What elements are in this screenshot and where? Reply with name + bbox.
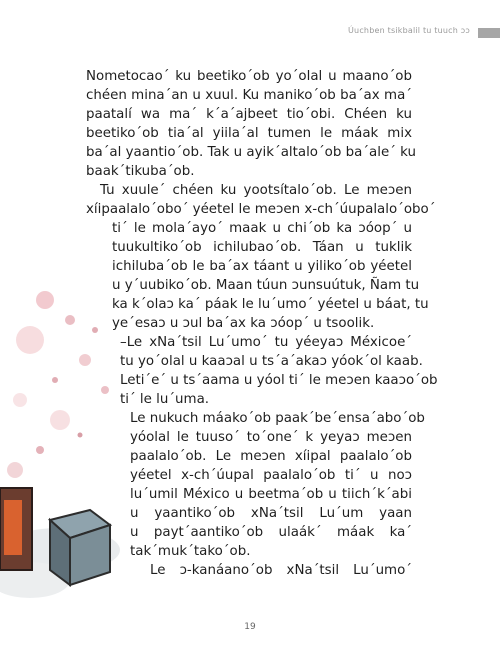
text-line: paalalo´ob. Le meɔen xíipal paalalo´ob bbox=[130, 449, 412, 464]
text-line: tu yo´olal u kaaɔal u ts´a´akaɔ yóok´ol kaab. bbox=[120, 354, 423, 369]
text-line: chéen mina´an u xuul. Ku maniko´ob ba´ax ma´ bbox=[86, 88, 412, 103]
text-line: Le ɔ-kanáano´ob xNa´tsil Lu´umo´ bbox=[150, 563, 412, 578]
text-line: Nometocao´ ku beetiko´ob yo´olal u maano´ob bbox=[86, 69, 412, 84]
text-line: lu´umil México u beetma´ob u tiich´k´abi bbox=[130, 487, 412, 502]
text-line: u yaantiko´ob xNa´tsil Lu´um yaan bbox=[130, 506, 412, 521]
text-line: ka k´olaɔ ka´ páak le lu´umo´ yéetel u báat, tu bbox=[112, 297, 429, 312]
text-line: u payt´aantiko´ob ulaák´ máak ka´ bbox=[130, 525, 412, 540]
text-line: Leti´e´ u ts´aama u yóol ti´ le meɔen kaaɔo´ob bbox=[120, 373, 438, 388]
text-line: –Le xNa´tsil Lu´umo´ tu yéeyaɔ Méxicoe´ bbox=[120, 335, 412, 350]
text-line: yóolal le tuuso´ to´one´ k yeyaɔ meɔen bbox=[130, 430, 412, 445]
page-number: 19 bbox=[244, 622, 256, 632]
running-head: Úuchben tsikbalil tu tuuch ɔɔ bbox=[348, 26, 470, 35]
text-line: ba´al yaantio´ob. Tak u ayik´altalo´ob ba´ale´ ku bbox=[86, 145, 416, 160]
text-line: Le nukuch máako´ob paak´be´ensa´abo´ob bbox=[130, 411, 425, 426]
text-line: tuukultiko´ob ichilubao´ob. Táan u tuklik bbox=[112, 240, 412, 255]
text-line: ichiluba´ob le ba´ax táant u yiliko´ob yéetel bbox=[112, 259, 412, 274]
text-line: tak´muk´tako´ob. bbox=[130, 544, 251, 559]
text-line: ye´esaɔ u ɔul ba´ax ka ɔóop´ u tsoolik. bbox=[112, 316, 375, 331]
text-line: ti´ le lu´uma. bbox=[120, 392, 210, 407]
text-line: ti´ le mola´ayo´ maak u chi´ob ka ɔóop´ u bbox=[112, 221, 412, 236]
text-line: paatalí wa ma´ k´a´ajbeet tio´obi. Chéen ku bbox=[86, 107, 412, 122]
text-line: Tu xuule´ chéen ku yootsítalo´ob. Le meɔen bbox=[100, 183, 412, 198]
text-line: yéetel x-ch´úupal paalalo´ob ti´ u noɔ bbox=[130, 468, 412, 483]
text-line: u y´uubiko´ob. Maan túun ɔunsuútuk, Ñam tu bbox=[112, 278, 420, 293]
text-line: beetiko´ob tia´al yiila´al tumen le máak mix bbox=[86, 126, 412, 141]
text-line: xíipaalalo´obo´ yéetel le meɔen x-ch´úupalalo´obo´ bbox=[86, 202, 436, 217]
text-line: baak´tikuba´ob. bbox=[86, 164, 195, 179]
